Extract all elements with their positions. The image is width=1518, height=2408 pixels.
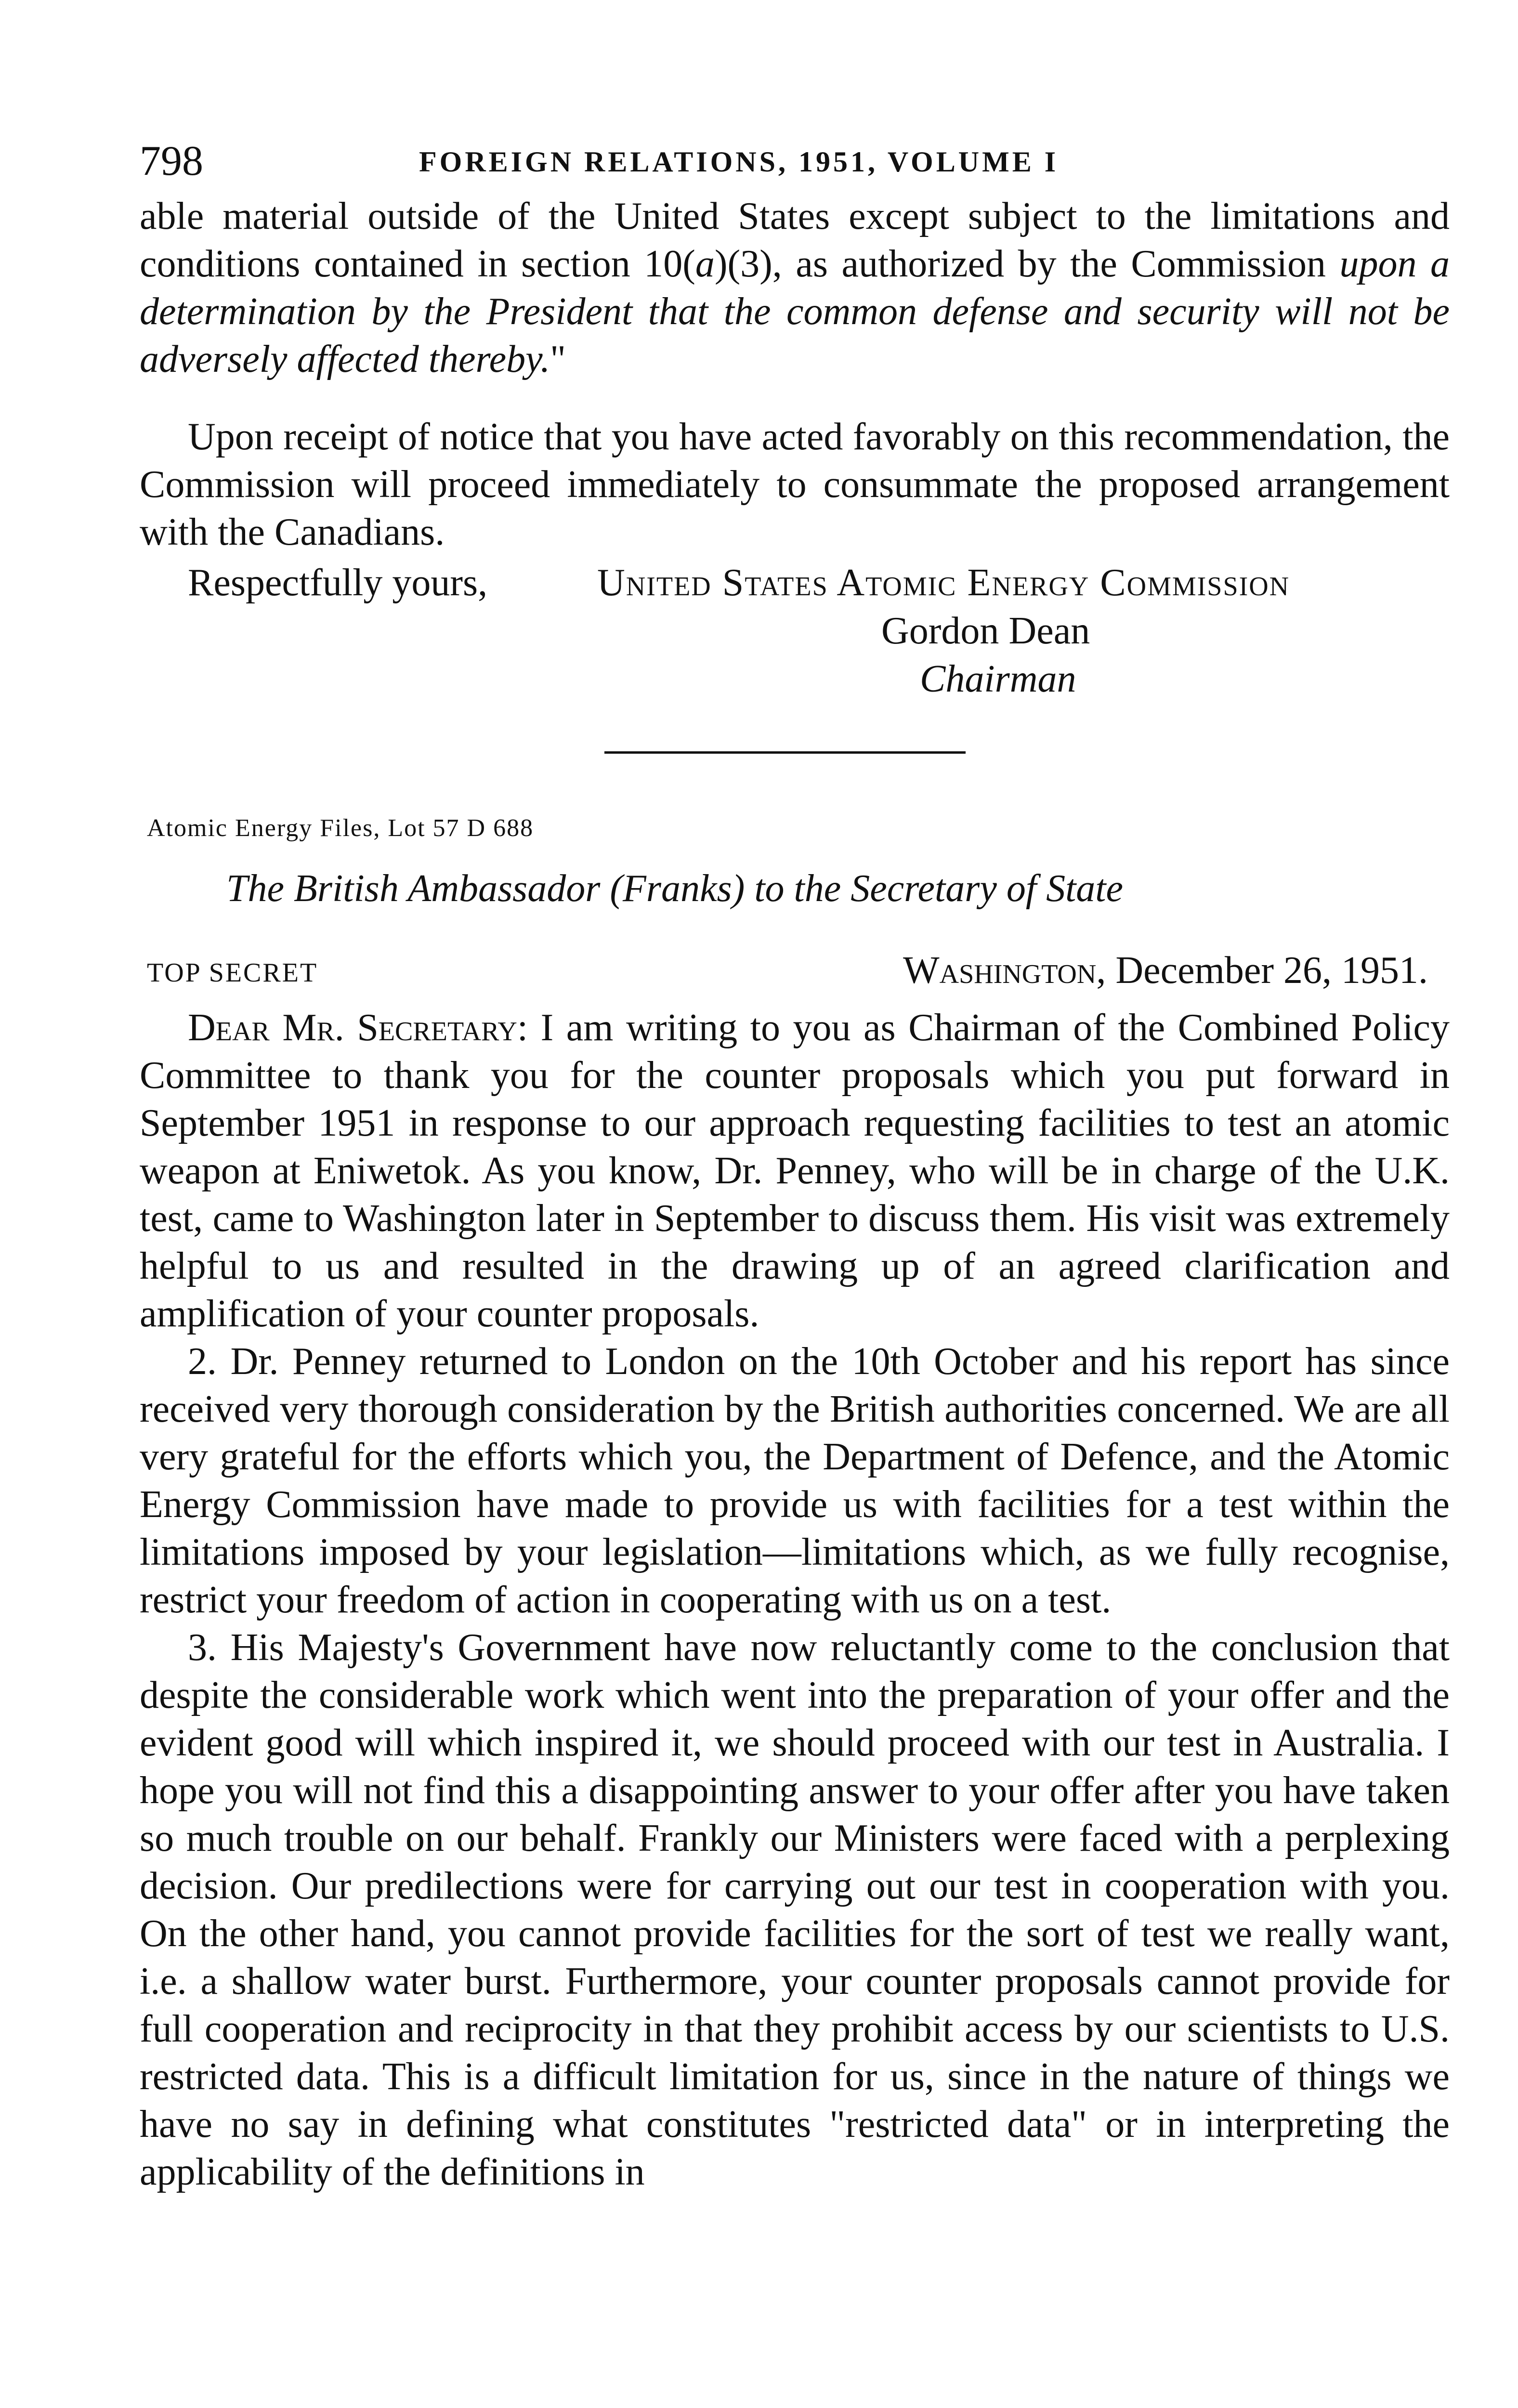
paragraph-1-text: I am writing to you as Chairman of the Combined Policy Committee to thank you for the counter proposals which you put forward in September 1951 in response to our approach requesting facilities to test an atomic weapon at Eniwetok. As you know, Dr. Penney, who will be in charge of the U.K. test, came to Washington later in September to discuss them. His visit was extremely helpful to us and resulted in the drawing up of an agreed clarification and amplification of your counter proposals. (140, 1007, 1450, 1335)
continuation-italic-text: upon a determination by the President that the common defense and security will not be adversely affected thereby. (140, 243, 1450, 380)
complimentary-close: Respectfully yours, (188, 562, 488, 604)
section-divider (604, 751, 966, 754)
signer-name: Gordon Dean (881, 610, 1090, 652)
signing-organization: United States Atomic Energy Commission (597, 562, 1290, 604)
continuation-subsection: a (695, 243, 715, 285)
document-title: The British Ambassador (Franks) to the Secretary of State (226, 867, 1124, 910)
classification-marking: TOP SECRET (147, 958, 318, 988)
document-source: Atomic Energy Files, Lot 57 D 688 (147, 814, 534, 842)
letter-paragraph-3: 3. His Majesty's Government have now reluctantly come to the conclusion that despite the considerable work which went into the preparation of your offer and the evident good will which inspired it, we should proceed with our test in Australia. I hope you will not find this a disappointing answer to your offer after you have taken so much trouble on our behalf. Frankly our Ministers were faced with a perplexing decision. Our predilections were for carrying out our test in cooperation with you. On the other hand, you cannot provide facilities for the sort of test we really want, i.e. a shallow water burst. Furthermore, your counter proposals cannot provide for full cooperation and reciprocity in that they prohibit access by our scientists to U.S. restricted data. This is a difficult limitation for us, since in the nature of things we have no say in defining what constitutes "restricted data" or in interpreting the applicability of the definitions in (140, 1626, 1450, 2193)
continuation-paragraph (140, 193, 1450, 383)
letter-body (140, 1004, 1450, 2196)
dateline (903, 944, 1428, 997)
page-number: 798 (140, 138, 203, 184)
continuation-text-mid: )(3), as authorized by the Commission (714, 243, 1340, 285)
signature-block (140, 559, 1450, 713)
continuation-close-quote: " (550, 338, 566, 380)
dateline-date: , December 26, 1951. (1096, 949, 1428, 992)
salutation-colon: : (517, 1007, 541, 1049)
letter-paragraph-1 (140, 1004, 1450, 1338)
continuation-text: able material outside of the United States except subject to the limitations and conditions contained in section 10( (140, 195, 1450, 285)
dateline-place: Washington (903, 949, 1097, 992)
closing-paragraph (140, 413, 1450, 556)
dateline-row (147, 944, 1428, 997)
running-head (140, 135, 1450, 188)
signer-title: Chairman (920, 658, 1076, 700)
closing-paragraph-text: Upon receipt of notice that you have acted favorably on this recommendation, the Commission will proceed immediately to consummate the proposed arrangement with the Canadians. (140, 416, 1450, 553)
letter-salutation: Dear Mr. Secretary (188, 1007, 517, 1049)
running-title: FOREIGN RELATIONS, 1951, VOLUME I (419, 146, 1059, 178)
letter-paragraph-2: 2. Dr. Penney returned to London on the 10th October and his report has since received very thorough consideration by the British authorities concerned. We are all very grateful for the efforts which you, the Department of Defence, and the Atomic Energy Commission have made to provide us with facilities for a test within the limitations imposed by your legislation—limitations which, as we fully recognise, restrict your freedom of action in cooperating with us on a test. (140, 1340, 1450, 1621)
